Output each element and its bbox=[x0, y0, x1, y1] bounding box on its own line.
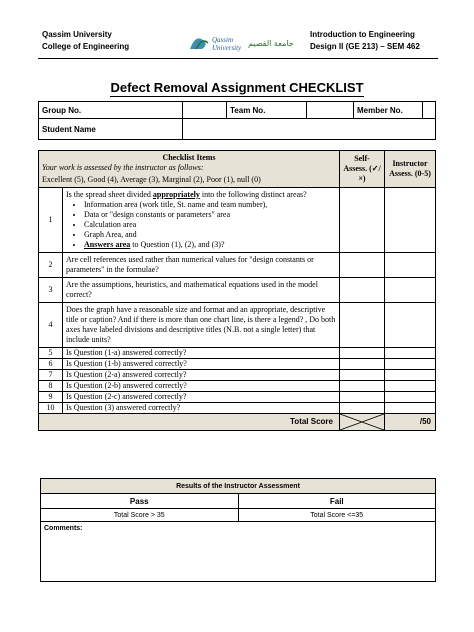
self-assess-cell[interactable] bbox=[340, 253, 385, 278]
instructor-assess-cell[interactable] bbox=[385, 370, 436, 381]
bullet-item: • Graph Area, and bbox=[84, 230, 336, 240]
checklist-row bbox=[39, 359, 436, 370]
results-table bbox=[40, 478, 436, 582]
self-assess-cell[interactable] bbox=[340, 381, 385, 392]
comments-row bbox=[41, 522, 436, 582]
checklist-header-row bbox=[39, 151, 436, 188]
self-assess-cell[interactable] bbox=[340, 392, 385, 403]
group-label: Group No. bbox=[39, 102, 183, 119]
self-assess-cell[interactable] bbox=[340, 278, 385, 303]
self-assess-header: Self-Assess. (✓/×) bbox=[340, 151, 385, 188]
bullet-item bbox=[84, 240, 336, 250]
bullet-item: • Calculation area bbox=[84, 220, 336, 230]
item-text: Are cell references used rather than numerical values for "design constants or parameters" in the formulae? bbox=[63, 253, 340, 278]
bullet-item: • Data or "design constants or parameters" area bbox=[84, 210, 336, 220]
total-score-value[interactable]: /50 bbox=[385, 414, 436, 431]
item-number: 5 bbox=[39, 348, 63, 359]
svg-text:جامعة القصيم: جامعة القصيم bbox=[248, 39, 294, 48]
instructor-assess-cell[interactable] bbox=[385, 359, 436, 370]
course-line-1: Introduction to Engineering bbox=[310, 30, 415, 39]
instructor-assess-header: Instructor Assess. (0-5) bbox=[385, 151, 436, 188]
item-text: Does the graph have a reasonable size and format and an appropriate, descriptive title or caption? And if there is more than one chart line, is there a legend? , Do both axes have labeled divisions and descriptive titles (N.B. not a single letter) that include units? bbox=[63, 303, 340, 348]
checklist-header-title: Checklist Items bbox=[162, 153, 216, 162]
header-right bbox=[310, 29, 420, 53]
team-field[interactable] bbox=[307, 102, 354, 119]
header-divider bbox=[38, 58, 438, 59]
checklist-table bbox=[38, 150, 436, 431]
bullet-item: • Information area (work title, St. name and team number), bbox=[84, 200, 336, 210]
item1-answers-tail: to Question (1), (2), and (3)? bbox=[132, 240, 225, 249]
item-number: 9 bbox=[39, 392, 63, 403]
item1-bullet-list bbox=[66, 200, 336, 250]
instructor-assess-cell[interactable] bbox=[385, 348, 436, 359]
self-assess-cell[interactable] bbox=[340, 370, 385, 381]
instructor-assess-cell[interactable] bbox=[385, 188, 436, 253]
item1-answers-emphasis: Answers area bbox=[84, 240, 131, 249]
self-assess-cell[interactable] bbox=[340, 359, 385, 370]
student-name-label: Student Name bbox=[39, 119, 183, 140]
item-text: Is Question (2-c) answered correctly? bbox=[63, 392, 340, 403]
fail-label: Fail bbox=[238, 494, 436, 509]
instructor-assess-cell[interactable] bbox=[385, 278, 436, 303]
checklist-header-cell bbox=[39, 151, 340, 188]
instructor-assess-cell[interactable] bbox=[385, 303, 436, 348]
pass-label: Pass bbox=[41, 494, 239, 509]
item-number: 7 bbox=[39, 370, 63, 381]
item-number: 2 bbox=[39, 253, 63, 278]
svg-text:University: University bbox=[212, 44, 242, 52]
item-text: Is Question (1-a) answered correctly? bbox=[63, 348, 340, 359]
instructor-assess-cell[interactable] bbox=[385, 253, 436, 278]
total-score-label: Total Score bbox=[39, 414, 340, 431]
item-number: 6 bbox=[39, 359, 63, 370]
pass-rule: Total Score > 35 bbox=[41, 509, 239, 522]
item-text: Is Question (2-a) answered correctly? bbox=[63, 370, 340, 381]
instructor-assess-cell[interactable] bbox=[385, 381, 436, 392]
checklist-row bbox=[39, 303, 436, 348]
cross-out-icon bbox=[340, 414, 384, 430]
logo-graphic bbox=[186, 29, 294, 55]
student-info-table bbox=[38, 101, 436, 140]
course-line-2: Design II (GE 213) – SEM 462 bbox=[310, 42, 420, 51]
item-text: Is Question (1-b) answered correctly? bbox=[63, 359, 340, 370]
results-header-row bbox=[41, 494, 436, 509]
checklist-row bbox=[39, 188, 436, 253]
comments-label: Comments: bbox=[44, 525, 83, 532]
checklist-row bbox=[39, 403, 436, 414]
comments-box[interactable] bbox=[41, 522, 436, 582]
results-title: Results of the Instructor Assessment bbox=[41, 479, 436, 494]
checklist-row bbox=[39, 370, 436, 381]
team-label: Team No. bbox=[227, 102, 307, 119]
page-title: Defect Removal Assignment CHECKLIST bbox=[110, 80, 364, 95]
fail-rule: Total Score <=35 bbox=[238, 509, 436, 522]
checklist-row bbox=[39, 253, 436, 278]
item-text: Is Question (2-b) answered correctly? bbox=[63, 381, 340, 392]
item-number: 8 bbox=[39, 381, 63, 392]
item-number: 10 bbox=[39, 403, 63, 414]
checklist-row bbox=[39, 348, 436, 359]
member-label: Member No. bbox=[354, 102, 423, 119]
results-rule-row bbox=[41, 509, 436, 522]
self-assess-cell[interactable] bbox=[340, 303, 385, 348]
svg-text:Qassim: Qassim bbox=[212, 36, 234, 44]
student-name-field[interactable] bbox=[183, 119, 436, 140]
self-assess-cell[interactable] bbox=[340, 188, 385, 253]
item-text bbox=[63, 188, 340, 253]
item-number: 1 bbox=[39, 188, 63, 253]
group-field[interactable] bbox=[183, 102, 227, 119]
item1-lead: Is the spread sheet divided bbox=[66, 190, 151, 199]
self-assess-cell[interactable] bbox=[340, 348, 385, 359]
checklist-row bbox=[39, 392, 436, 403]
college-name: College of Engineering bbox=[42, 42, 130, 51]
total-score-row bbox=[39, 414, 436, 431]
checklist-row bbox=[39, 381, 436, 392]
grading-scale: Excellent (5), Good (4), Average (3), Marginal (2), Poor (1), null (0) bbox=[42, 175, 261, 184]
university-logo bbox=[186, 29, 294, 55]
instructor-assess-cell[interactable] bbox=[385, 403, 436, 414]
item-number: 4 bbox=[39, 303, 63, 348]
item1-emphasis: appropriately bbox=[152, 190, 200, 199]
checklist-header-note: Your work is assessed by the instructor as follows: bbox=[42, 163, 204, 172]
item1-tail: into the following distinct areas? bbox=[201, 190, 307, 199]
self-assess-total-crossed bbox=[340, 414, 385, 431]
university-name: Qassim University bbox=[42, 30, 112, 39]
member-field[interactable] bbox=[423, 102, 436, 119]
header-left bbox=[42, 29, 129, 53]
checklist-row bbox=[39, 278, 436, 303]
self-assess-cell[interactable] bbox=[340, 403, 385, 414]
results-title-row bbox=[41, 479, 436, 494]
item-text: Is Question (3) answered correctly? bbox=[63, 403, 340, 414]
instructor-assess-cell[interactable] bbox=[385, 392, 436, 403]
item-number: 3 bbox=[39, 278, 63, 303]
item-text: Are the assumptions, heuristics, and mathematical equations used in the model correct? bbox=[63, 278, 340, 303]
